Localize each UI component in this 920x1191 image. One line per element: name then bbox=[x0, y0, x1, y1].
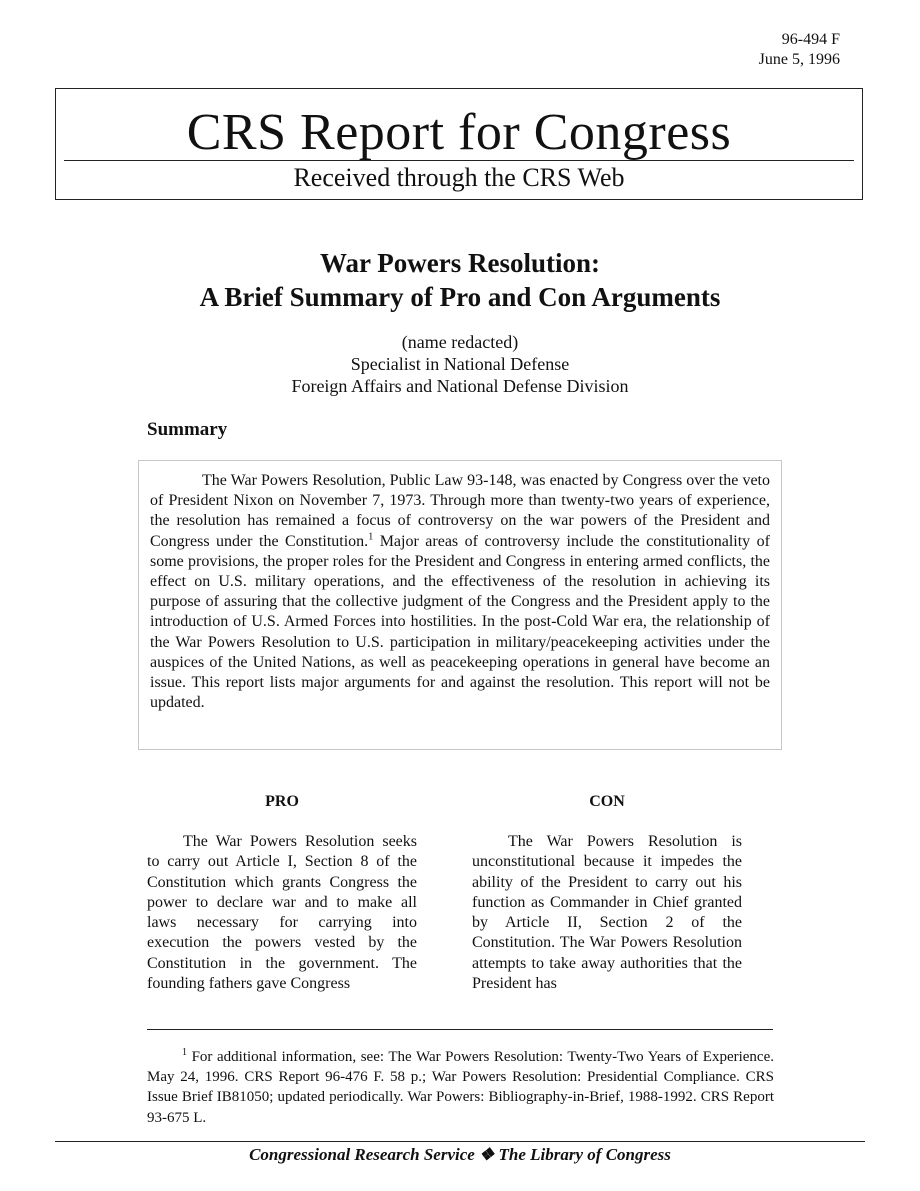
footnote-text: For additional information, see: The War Powers Resolution: Twenty-Two Years of Experience. May 24, 1996. CRS Report 96-476 F. 58 p.; War Powers Resolution: Presidential Compliance. CRS Issue Brief IB81050; updated periodically. War Powers: Bibliography-in-Brief, 1988-1992. CRS Report 93-675 L. bbox=[147, 1049, 774, 1126]
summary-text-part-1: The War Powers Resolution, Public Law 93-148, was enacted by Congress over the veto of President Nixon on November 7, 1973. Through more than twenty-two years of experience, the resolution has remained a focus of controversy on the war powers of the President and Congress under the Constitution. bbox=[150, 472, 770, 550]
footer-text: Congressional Research Service ❖ The Library of Congress bbox=[249, 1145, 671, 1164]
document-title-line-2: A Brief Summary of Pro and Con Arguments bbox=[199, 282, 721, 312]
report-number: 96-494 F bbox=[781, 31, 840, 48]
footnote-number: 1 bbox=[182, 1047, 187, 1058]
con-paragraph: The War Powers Resolution is unconstitutional because it impedes the ability of the President to carry out his function as Commander in Chief granted by Article II, Section 2 of the Constitution. The War Powers Resolution attempts to take away authorities that the President has bbox=[472, 833, 742, 993]
footnote-divider bbox=[147, 1029, 773, 1030]
author-division: Foreign Affairs and National Defense Division bbox=[291, 376, 629, 396]
crs-report-banner bbox=[55, 88, 863, 200]
footnote bbox=[147, 1047, 774, 1128]
footnote-reference[interactable]: 1 bbox=[368, 531, 374, 543]
summary-paragraph bbox=[150, 471, 770, 713]
author-role: Specialist in National Defense bbox=[350, 354, 570, 374]
banner-title: CRS Report for Congress bbox=[186, 104, 732, 161]
banner-subtitle: Received through the CRS Web bbox=[293, 163, 625, 192]
document-title-line-1: War Powers Resolution: bbox=[320, 248, 600, 278]
author-name: (name redacted) bbox=[401, 332, 519, 352]
report-date: June 5, 1996 bbox=[758, 51, 840, 68]
summary-text-part-2: Major areas of controversy include the constitutionality of some provisions, the proper roles for the President and Congress in entering armed conflicts, the effect on U.S. military operations, and the effectiveness of the resolution in achieving its purpose of assuring that the collective judgment of the Congress and the President apply to the introduction of U.S. Armed Forces into hostilities. In the post-Cold War era, the relationship of the War Powers Resolution to U.S. participation in military/peacekeeping activities under the auspices of the United Nations, as well as peacekeeping operations in general have become an issue. This report lists major arguments for and against the resolution. This report will not be updated. bbox=[150, 532, 771, 712]
pro-paragraph: The War Powers Resolution seeks to carry out Article I, Section 8 of the Constitution which grants Congress the power to declare war and to make all laws necessary for carrying into execution the powers vested by the Constitution in the government. The founding fathers gave Congress bbox=[147, 833, 417, 993]
banner-divider bbox=[64, 160, 854, 161]
footer-divider bbox=[55, 1141, 865, 1142]
summary-heading: Summary bbox=[147, 419, 228, 440]
pro-heading: PRO bbox=[265, 793, 299, 810]
con-heading: CON bbox=[589, 793, 625, 810]
